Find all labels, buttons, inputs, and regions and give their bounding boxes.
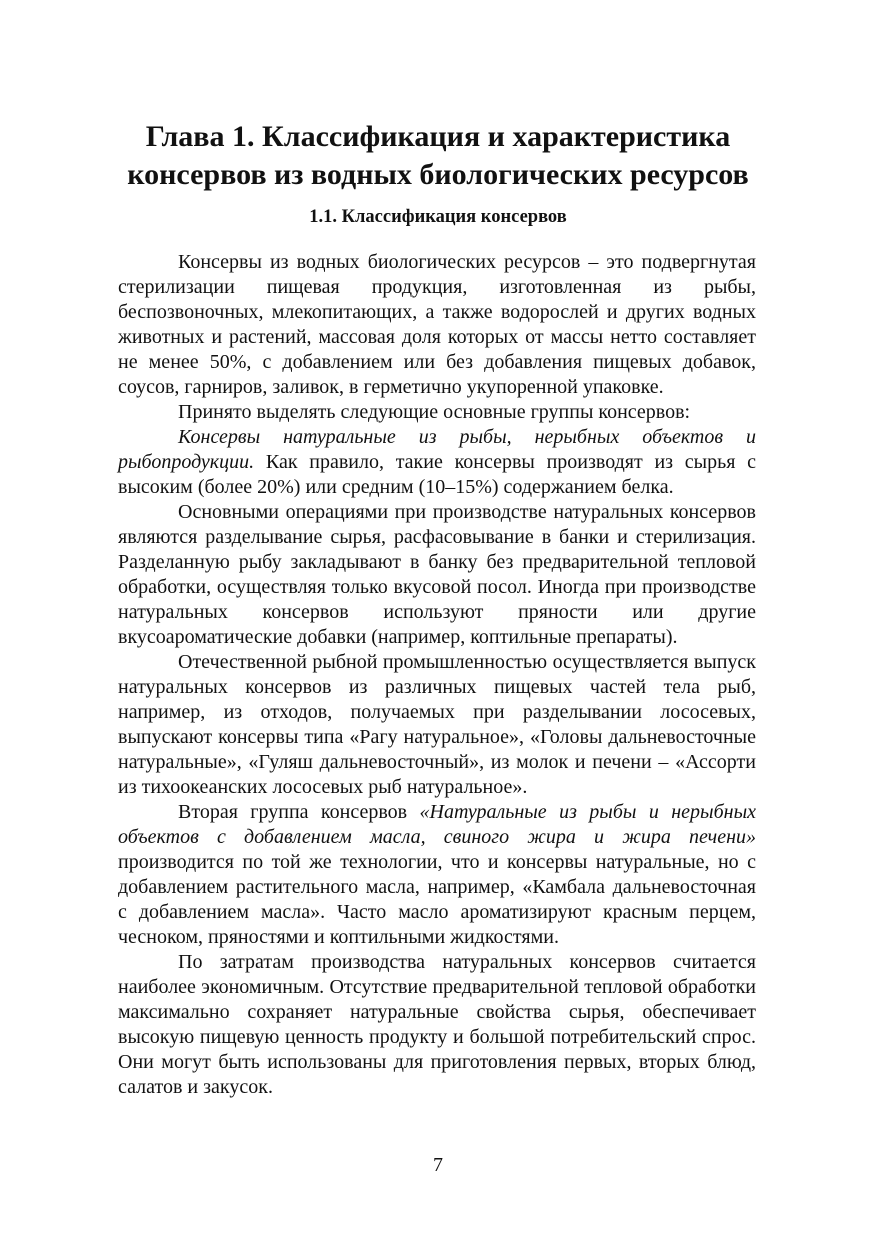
page-number: 7 [433, 1154, 443, 1176]
second-group-description: производится по той же технологии, что и консервы натуральные, но с добавлением растительного масла, например, «Камбала дальневосточная с добавлением масла». Часто масло ароматизируют красным перцем, чесноком, пряностями и коптильными жидкостями. [118, 851, 756, 948]
paragraph-domestic-production: Отечественной рыбной промышленностью осуществляется выпуск натуральных консервов из различных пищевых частей тела рыб, например, из отходов, получаемых при разделывании лососевых, выпускают консервы типа «Рагу натуральное», «Головы дальневосточные натуральные», «Гуляш дальневосточный», из молок и печени – «Ассорти из тихоокеанских лососевых рыб натуральное». [118, 651, 756, 798]
body-text [118, 250, 756, 1100]
second-group-term: «Натуральные из рыбы и нерыбных объектов с добавлением масла, свиного жира и жира печени» [118, 801, 756, 848]
second-group-lead: Вторая группа консервов [178, 801, 420, 823]
paragraph-definition: Консервы из водных биологических ресурсов – это подвергнутая стерилизации пищевая продукция, изготовленная из рыбы, беспозвоночных, млекопитающих, а также водорослей и других водных животных и растений, массовая доля которых от массы нетто составляет не менее 50%, с добавлением или без добавления пищевых добавок, соусов, гарниров, заливок, в герметично укупоренной упаковке. [118, 251, 756, 398]
paragraph-operations: Основными операциями при производстве натуральных консервов являются разделывание сырья, расфасовывание в банки и стерилизация. Разделанную рыбу закладывают в банку без предварительной тепловой обработки, осуществляя только вкусовой посол. Иногда при производстве натуральных консервов используют пряности или другие вкусоароматические добавки (например, коптильные препараты). [118, 501, 756, 648]
natural-canned-description: Как правило, такие консервы производят из сырья с высоким (более 20%) или средним (10–15%) содержанием белка. [118, 451, 756, 498]
paragraph-groups-intro: Принято выделять следующие основные группы консервов: [178, 401, 691, 423]
section-title: 1.1. Классификация консервов [309, 207, 567, 227]
paragraph-second-group [118, 800, 756, 950]
chapter-title: Глава 1. Классификация и характеристика консервов из водных биологических ресурсов [127, 120, 749, 191]
paragraph-economics: По затратам производства натуральных консервов считается наиболее экономичным. Отсутствие предварительной тепловой обработки максимально сохраняет натуральные свойства сырья, обеспечивает высокую пищевую ценность продукту и большой потребительский спрос. Они могут быть использованы для приготовления первых, вторых блюд, салатов и закусок. [118, 951, 756, 1098]
paragraph-natural-canned [118, 425, 756, 500]
natural-canned-term: Консервы натуральные из рыбы, нерыбных объектов и рыбопродукции. [118, 426, 756, 473]
